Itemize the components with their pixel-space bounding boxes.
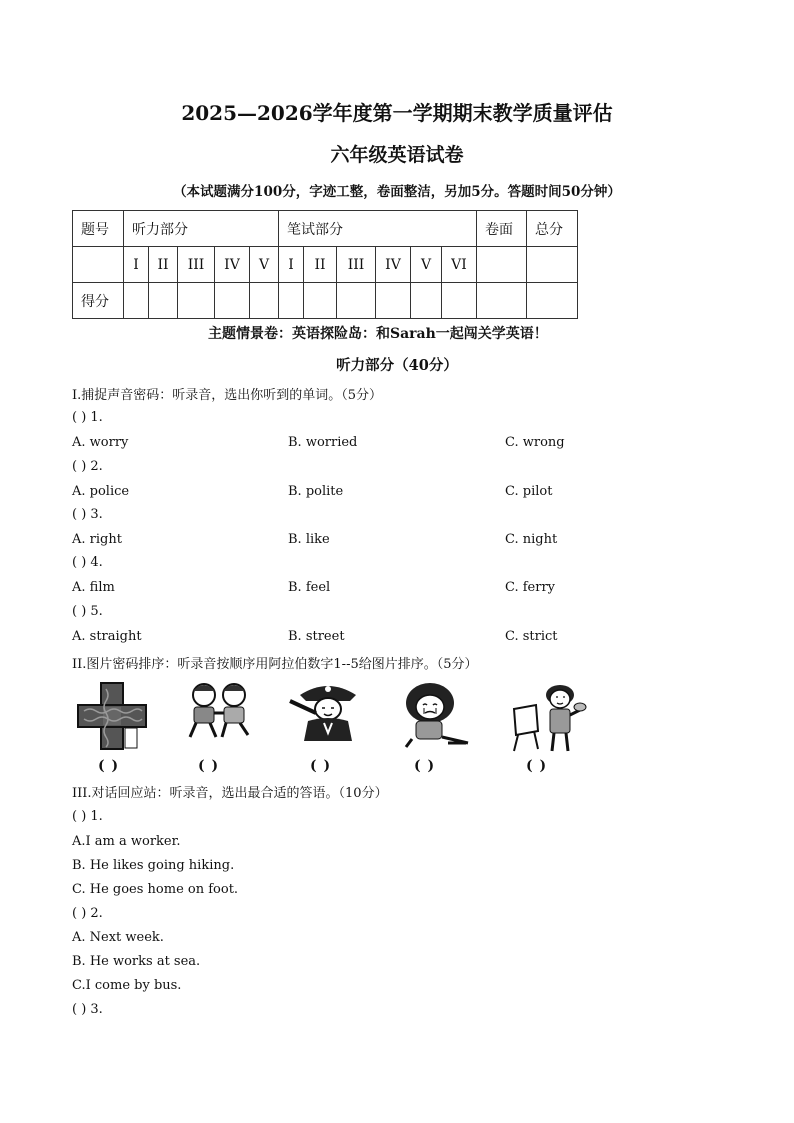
option-a: A. film bbox=[72, 580, 115, 595]
score-input-cell[interactable] bbox=[279, 283, 304, 319]
option-c: C. He goes home on foot. bbox=[72, 882, 239, 897]
score-input-cell[interactable] bbox=[442, 283, 477, 319]
score-input-cell[interactable] bbox=[376, 283, 411, 319]
question-number[interactable]: ( ) 1. bbox=[72, 410, 103, 425]
score-input-cell[interactable] bbox=[477, 283, 527, 319]
option-b: B. street bbox=[288, 629, 345, 644]
option-b: B. He works at sea. bbox=[72, 954, 201, 969]
listening-num: II bbox=[149, 247, 178, 283]
score-table-cell bbox=[477, 247, 527, 283]
score-table-total: 总分 bbox=[527, 211, 578, 247]
score-table-neatness: 卷面 bbox=[477, 211, 527, 247]
option-b: B. polite bbox=[288, 484, 344, 499]
question-number[interactable]: ( ) 3. bbox=[72, 1002, 103, 1017]
option-a: A. police bbox=[72, 484, 130, 499]
score-row-label: 得分 bbox=[73, 283, 124, 319]
question-number[interactable]: ( ) 1. bbox=[72, 809, 103, 824]
question-number[interactable]: ( ) 2. bbox=[72, 906, 103, 921]
score-table-cell bbox=[73, 247, 124, 283]
score-input-cell[interactable] bbox=[124, 283, 149, 319]
option-a: A. straight bbox=[72, 629, 142, 644]
option-c: C. ferry bbox=[505, 580, 556, 595]
option-b: B. like bbox=[288, 532, 330, 547]
option-b: B. He likes going hiking. bbox=[72, 858, 235, 873]
part1-title: I.捕捉声音密码：听录音，选出你听到的单词。（5分） bbox=[72, 388, 383, 403]
crying-girl-picture bbox=[392, 681, 476, 751]
picture-order-blank[interactable]: ( ) bbox=[98, 758, 120, 774]
listening-num: IV bbox=[215, 247, 250, 283]
exam-subtitle: 六年级英语试卷 bbox=[330, 144, 464, 166]
exam-note: （本试题满分100分，字迹工整，卷面整洁，另加5分。答题时间50分钟） bbox=[173, 184, 621, 200]
option-c: C. pilot bbox=[505, 484, 553, 499]
option-a: A.I am a worker. bbox=[72, 834, 181, 849]
option-b: B. feel bbox=[288, 580, 331, 595]
score-input-cell[interactable] bbox=[527, 283, 578, 319]
theme-line: 主题情景卷：英语探险岛：和Sarah一起闯关学英语！ bbox=[208, 326, 548, 342]
question-number[interactable]: ( ) 5. bbox=[72, 604, 103, 619]
score-input-cell[interactable] bbox=[411, 283, 442, 319]
writing-num: III bbox=[337, 247, 376, 283]
listening-num: III bbox=[178, 247, 215, 283]
listening-num: I bbox=[124, 247, 149, 283]
score-input-cell[interactable] bbox=[215, 283, 250, 319]
writing-num: II bbox=[304, 247, 337, 283]
score-input-cell[interactable] bbox=[337, 283, 376, 319]
option-c: C.I come by bus. bbox=[72, 978, 182, 993]
kids-walking-picture bbox=[180, 681, 260, 741]
picture-order-blank[interactable]: ( ) bbox=[198, 758, 220, 774]
score-table bbox=[72, 210, 578, 319]
question-number[interactable]: ( ) 2. bbox=[72, 459, 103, 474]
picture-order-blank[interactable]: ( ) bbox=[310, 758, 332, 774]
writing-num: I bbox=[279, 247, 304, 283]
writing-num: V bbox=[411, 247, 442, 283]
score-table-listening: 听力部分 bbox=[124, 211, 279, 247]
option-a: A. Next week. bbox=[72, 930, 164, 945]
listening-num: V bbox=[250, 247, 279, 283]
score-input-cell[interactable] bbox=[149, 283, 178, 319]
option-a: A. worry bbox=[72, 435, 129, 450]
hospital-cross-picture bbox=[76, 681, 148, 751]
score-input-cell[interactable] bbox=[178, 283, 215, 319]
picture-order-blank[interactable]: ( ) bbox=[526, 758, 548, 774]
exam-title: 2025—2026学年度第一学期期末教学质量评估 bbox=[181, 101, 613, 125]
option-c: C. night bbox=[505, 532, 558, 547]
writing-num: IV bbox=[376, 247, 411, 283]
score-input-cell[interactable] bbox=[304, 283, 337, 319]
part3-title: III.对话回应站：听录音，选出最合适的答语。（10分） bbox=[72, 786, 388, 801]
question-number[interactable]: ( ) 4. bbox=[72, 555, 103, 570]
score-input-cell[interactable] bbox=[250, 283, 279, 319]
score-table-header-label: 题号 bbox=[73, 211, 124, 247]
score-table-writing: 笔试部分 bbox=[279, 211, 477, 247]
police-officer-picture bbox=[286, 681, 370, 743]
writing-num: VI bbox=[442, 247, 477, 283]
option-c: C. strict bbox=[505, 629, 558, 644]
painter-picture bbox=[508, 681, 588, 753]
option-a: A. right bbox=[72, 532, 122, 547]
score-table-cell bbox=[527, 247, 578, 283]
part2-title: II.图片密码排序：听录音按顺序用阿拉伯数字1--5给图片排序。（5分） bbox=[72, 657, 478, 672]
option-c: C. wrong bbox=[505, 435, 565, 450]
picture-order-blank[interactable]: ( ) bbox=[414, 758, 436, 774]
question-number[interactable]: ( ) 3. bbox=[72, 507, 103, 522]
option-b: B. worried bbox=[288, 435, 358, 450]
listening-section-title: 听力部分（40分） bbox=[336, 357, 458, 374]
